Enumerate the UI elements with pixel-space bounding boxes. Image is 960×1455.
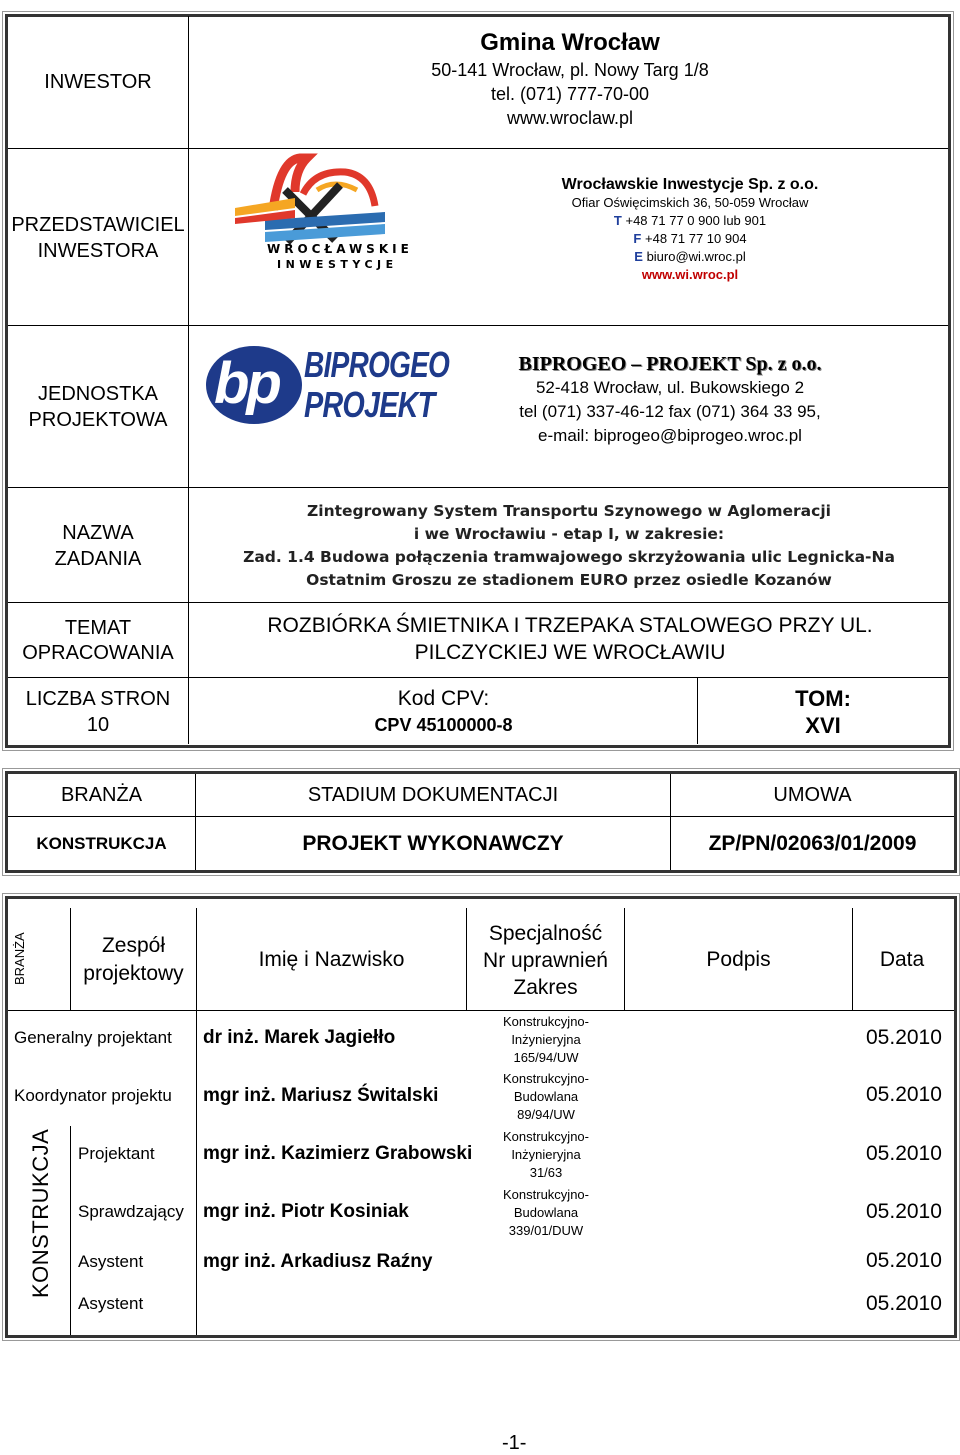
cpv-cell bbox=[190, 679, 697, 744]
spec-header-line2: Nr uprawnień bbox=[483, 948, 608, 972]
spec-header-line1: Specjalność bbox=[488, 921, 603, 945]
design-unit-company: BIPROGEO – PROJEKT Sp. z o.o. bbox=[518, 353, 822, 375]
team-row-name: mgr inż. Mariusz Świtalski bbox=[203, 1085, 439, 1106]
task-line2: i we Wrocławiu - etap I, w zakresie: bbox=[413, 525, 725, 543]
row-divider bbox=[8, 325, 948, 326]
tom-value: XVI bbox=[805, 712, 841, 738]
spec-line: 165/94/UW bbox=[513, 1050, 579, 1065]
team-row-spec bbox=[468, 1069, 624, 1125]
role-col-divider bbox=[196, 1010, 197, 1335]
representative-email[interactable]: biuro@wi.wroc.pl bbox=[646, 249, 746, 264]
team-row-role: Generalny projektant bbox=[14, 1028, 172, 1047]
team-row-date: 05.2010 bbox=[866, 1249, 942, 1272]
biprogeo-logo-line1: BIPROGEO bbox=[304, 344, 450, 385]
team-spec-header bbox=[467, 910, 624, 1010]
team-date-header: Data bbox=[879, 948, 925, 971]
pages-value: 10 bbox=[86, 713, 110, 736]
spec-line: 31/63 bbox=[529, 1165, 563, 1180]
topic-label-cell bbox=[8, 604, 188, 677]
team-header-line1: Zespół bbox=[101, 934, 166, 957]
wi-logo-text-line1: WROCŁAWSKIE bbox=[267, 242, 413, 256]
team-row-spec bbox=[468, 1127, 624, 1183]
task-label-line1: NAZWA bbox=[62, 521, 134, 544]
task-label-cell bbox=[8, 489, 188, 602]
row-divider bbox=[8, 677, 948, 678]
team-row-role: Asystent bbox=[78, 1294, 144, 1313]
design-unit-info bbox=[470, 352, 870, 448]
spec-line: Konstrukcyjno- bbox=[503, 1187, 589, 1202]
representative-info bbox=[490, 176, 890, 284]
email-letter: E bbox=[634, 249, 643, 264]
team-row-role: Koordynator projektu bbox=[14, 1086, 172, 1105]
team-row-name: mgr inż. Arkadiusz Raźny bbox=[203, 1251, 433, 1272]
representative-www[interactable]: www.wi.wroc.pl bbox=[641, 267, 739, 282]
team-row-role: Sprawdzający bbox=[78, 1202, 184, 1221]
biprogeo-logo bbox=[206, 344, 450, 428]
design-unit-label-cell bbox=[8, 327, 188, 487]
bp-logo-text: bp bbox=[214, 351, 279, 416]
wi-logo-text-line2: INWESTYCJE bbox=[277, 258, 398, 271]
team-team-header bbox=[71, 910, 196, 1010]
design-unit-label-line1: JEDNOSTKA bbox=[37, 383, 159, 405]
team-header-line2: projektowy bbox=[83, 962, 184, 985]
spec-line: 89/94/UW bbox=[517, 1107, 575, 1122]
spec-line: Budowlana bbox=[513, 1089, 579, 1104]
team-row-name: dr inż. Marek Jagiełło bbox=[203, 1027, 396, 1048]
cpv-value: CPV 45100000-8 bbox=[374, 714, 513, 735]
spec-header-line3: Zakres bbox=[513, 975, 578, 999]
label-divider bbox=[188, 16, 189, 744]
team-row-role: Asystent bbox=[78, 1252, 144, 1271]
team-name-header: Imię i Nazwisko bbox=[258, 948, 405, 971]
task-line3: Zad. 1.4 Budowa połączenia tramwajowego skrzyżowania ulic Legnicka-Na bbox=[243, 548, 895, 566]
spec-line: 339/01/DUW bbox=[508, 1223, 584, 1238]
representative-label-cell bbox=[8, 150, 188, 325]
team-row-date: 05.2010 bbox=[866, 1292, 942, 1315]
team-sign-header: Podpis bbox=[706, 948, 771, 971]
topic-label-line1: TEMAT bbox=[64, 616, 132, 639]
wi-logo-graphic bbox=[225, 150, 415, 275]
representative-tel: +48 71 77 0 900 lub 901 bbox=[625, 213, 767, 228]
team-row-spec bbox=[468, 1185, 624, 1241]
investor-label-cell bbox=[8, 16, 188, 148]
team-row-name: mgr inż. Kazimierz Grabowski bbox=[203, 1143, 473, 1164]
biprogeo-logo-line2: PROJEKT bbox=[304, 384, 435, 425]
team-row-date: 05.2010 bbox=[866, 1083, 942, 1106]
spec-line: Inżynieryjna bbox=[511, 1032, 581, 1047]
stage-branch-value: KONSTRUKCJA bbox=[36, 833, 167, 853]
topic-line1: ROZBIÓRKA ŚMIETNIKA I TRZEPAKA STALOWEGO PRZY UL. bbox=[267, 614, 873, 637]
design-unit-email[interactable]: e-mail: biprogeo@biprogeo.wroc.pl bbox=[538, 426, 802, 445]
tom-cell bbox=[698, 679, 948, 744]
task-description bbox=[198, 500, 940, 592]
wroclawskie-inwestycje-logo bbox=[225, 150, 415, 275]
task-line4: Ostatnim Groszu ze stadionem EURO przez osiedle Kozanów bbox=[306, 571, 832, 589]
design-unit-address: 52-418 Wrocław, ul. Bukowskiego 2 bbox=[535, 378, 805, 397]
investor-phone: tel. (071) 777-70-00 bbox=[490, 84, 650, 104]
team-header-divider bbox=[8, 1010, 954, 1011]
topic-text bbox=[190, 612, 950, 666]
spec-line: Konstrukcyjno- bbox=[503, 1071, 589, 1086]
investor-address: 50-141 Wrocław, pl. Nowy Targ 1/8 bbox=[431, 60, 709, 80]
spec-line: Budowlana bbox=[513, 1205, 579, 1220]
stage-branch-header: BRANŻA bbox=[60, 783, 143, 806]
design-unit-phone: tel (071) 337-46-12 fax (071) 364 33 95, bbox=[519, 402, 821, 421]
team-row-role: Projektant bbox=[78, 1144, 155, 1163]
investor-www[interactable]: www.wroclaw.pl bbox=[506, 108, 634, 128]
tel-letter: T bbox=[613, 213, 622, 228]
spec-line: Inżynieryjna bbox=[511, 1147, 581, 1162]
spec-line: Konstrukcyjno- bbox=[503, 1129, 589, 1144]
row-divider bbox=[8, 148, 948, 149]
cpv-label: Kod CPV: bbox=[397, 686, 490, 710]
team-row-date: 05.2010 bbox=[866, 1142, 942, 1165]
representative-address: Ofiar Oświęcimskich 36, 50-059 Wrocław bbox=[571, 195, 809, 210]
stage-stage-header: STADIUM DOKUMENTACJI bbox=[307, 783, 559, 806]
stage-contract-value: ZP/PN/02063/01/2009 bbox=[708, 831, 917, 855]
pages-label: LICZBA STRON bbox=[25, 687, 171, 710]
team-row-date: 05.2010 bbox=[866, 1026, 942, 1049]
row-divider bbox=[8, 602, 948, 603]
team-branch-header: BRANŻA bbox=[12, 932, 27, 985]
investor-label: INWESTOR bbox=[44, 70, 152, 93]
team-row-name: mgr inż. Piotr Kosiniak bbox=[203, 1201, 409, 1222]
investor-info bbox=[190, 28, 950, 130]
representative-label-line2: INWESTORA bbox=[37, 239, 159, 262]
page-number: -1- bbox=[502, 1432, 527, 1454]
representative-label-line1: PRZEDSTAWICIEL bbox=[11, 213, 185, 236]
team-branch-vertical: KONSTRUKCJA bbox=[28, 1128, 53, 1298]
representative-company: Wrocławskie Inwestycje Sp. z o.o. bbox=[561, 176, 819, 193]
fax-letter: F bbox=[633, 231, 642, 246]
spec-line: Konstrukcyjno- bbox=[503, 1014, 589, 1029]
team-row-date: 05.2010 bbox=[866, 1200, 942, 1223]
task-line1: Zintegrowany System Transportu Szynowego w Aglomeracji bbox=[307, 502, 831, 520]
topic-line2: PILCZYCKIEJ WE WROCŁAWIU bbox=[414, 641, 726, 664]
representative-fax: +48 71 77 10 904 bbox=[645, 231, 747, 246]
branch-col-divider bbox=[70, 1126, 71, 1335]
stage-stage-value: PROJEKT WYKONAWCZY bbox=[302, 831, 564, 855]
pages-label-cell bbox=[8, 679, 188, 744]
investor-name: Gmina Wrocław bbox=[480, 29, 660, 56]
topic-label-line2: OPRACOWANIA bbox=[22, 641, 174, 664]
team-row-spec bbox=[468, 1012, 624, 1068]
row-divider bbox=[8, 487, 948, 488]
stage-contract-header: UMOWA bbox=[773, 783, 852, 806]
tom-label: TOM: bbox=[795, 685, 851, 711]
design-unit-label-line2: PROJEKTOWA bbox=[28, 409, 168, 431]
task-label-line2: ZADANIA bbox=[54, 547, 142, 570]
